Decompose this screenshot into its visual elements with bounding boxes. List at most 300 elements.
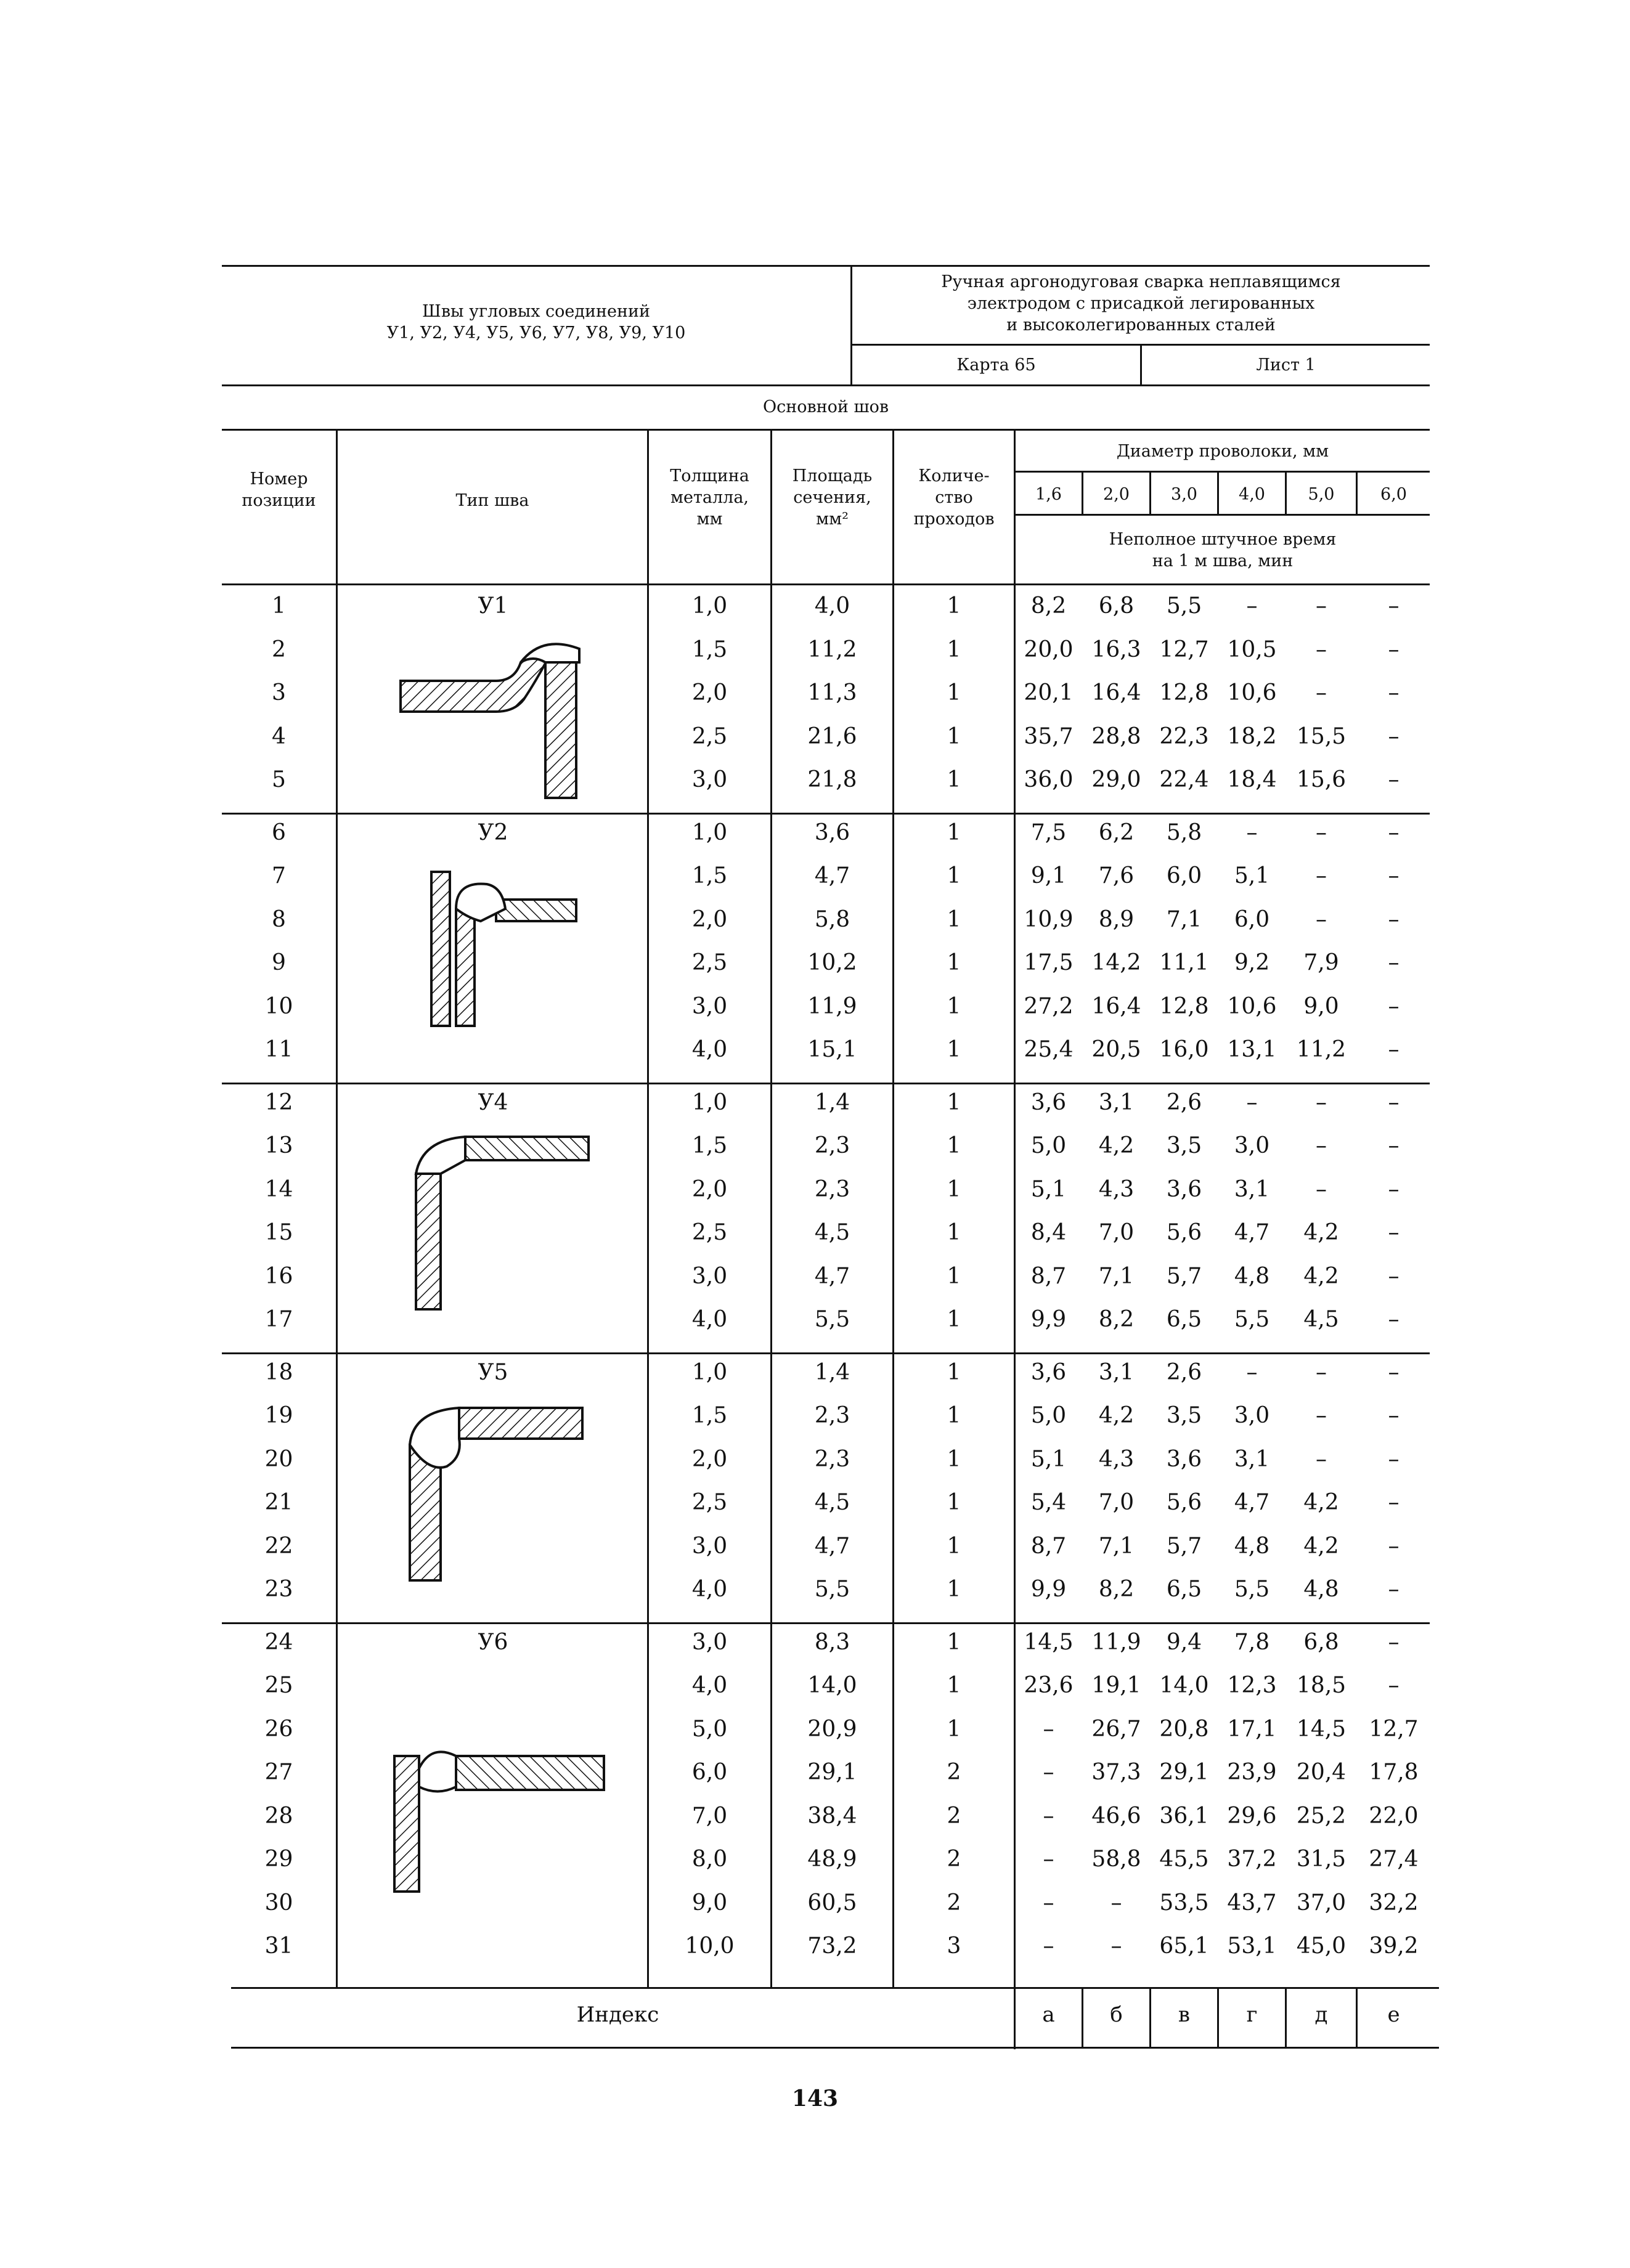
index-label: Индекс [576, 2002, 659, 2027]
time-cell: – [1388, 1629, 1400, 1655]
time-cell: 20,8 [1159, 1716, 1209, 1742]
time-cell: 4,7 [1234, 1490, 1270, 1515]
row-position: 21 [264, 1490, 293, 1515]
time-cell: – [1316, 1089, 1327, 1115]
index-letter-e: е [1387, 2002, 1400, 2027]
rule-index-bottom [231, 2047, 1439, 2049]
group-separator [222, 1622, 1430, 1624]
time-cell: 3,6 [1030, 1089, 1067, 1115]
time-cell: 5,1 [1030, 1176, 1067, 1202]
table-cell: 1 [947, 1490, 961, 1515]
seam-diagram-u5 [397, 1396, 589, 1587]
time-cell: 5,5 [1234, 1577, 1270, 1602]
time-cell: – [1388, 863, 1400, 888]
diameter-3: 3,0 [1171, 485, 1197, 504]
time-cell: 8,2 [1098, 1577, 1135, 1602]
time-cell: 3,0 [1234, 1403, 1270, 1428]
time-cell: 4,8 [1234, 1533, 1270, 1559]
time-cell: – [1388, 1577, 1400, 1602]
time-cell: – [1043, 1760, 1054, 1785]
table-cell: 6,0 [691, 1760, 728, 1785]
header-left-line2: У1, У2, У4, У5, У6, У7, У8, У9, У10 [386, 323, 686, 343]
time-cell: 7,6 [1098, 863, 1135, 888]
time-cell: 8,7 [1030, 1263, 1067, 1289]
index-letter-v: в [1178, 2002, 1191, 2027]
table-cell: 1 [947, 767, 961, 792]
time-cell: 9,1 [1030, 863, 1067, 888]
col-passes-l3: проходов [913, 510, 995, 529]
time-cell: – [1388, 993, 1400, 1019]
table-cell: 1,5 [691, 1403, 728, 1428]
time-cell: 17,8 [1369, 1760, 1419, 1785]
time-cell: – [1316, 819, 1327, 845]
table-cell: 1 [947, 723, 961, 749]
row-position: 8 [272, 906, 286, 932]
time-cell: 22,0 [1369, 1803, 1419, 1829]
time-cell: – [1388, 1403, 1400, 1428]
time-cell: 35,7 [1024, 723, 1074, 749]
col-thickness-l3: мм [696, 510, 723, 529]
table-cell: 2,5 [691, 1490, 728, 1515]
time-cell: – [1388, 1673, 1400, 1698]
row-position: 30 [264, 1890, 293, 1916]
row-position: 27 [264, 1760, 293, 1785]
row-position: 12 [264, 1089, 293, 1115]
row-position: 13 [264, 1133, 293, 1158]
time-cell: – [1316, 1133, 1327, 1158]
table-cell: 2,5 [691, 1220, 728, 1245]
time-cell: 27,4 [1369, 1847, 1419, 1872]
table-cell: 15,1 [807, 1037, 857, 1062]
time-cell: 36,1 [1159, 1803, 1209, 1829]
time-cell: 17,5 [1024, 950, 1074, 975]
time-cell: 6,0 [1234, 906, 1270, 932]
table-cell: 5,0 [691, 1716, 728, 1742]
time-cell: 5,8 [1166, 819, 1202, 845]
table-cell: 1 [947, 819, 961, 845]
table-cell: 1 [947, 1220, 961, 1245]
time-cell: – [1388, 819, 1400, 845]
col-rule-1 [336, 429, 338, 1988]
time-cell: 4,8 [1234, 1263, 1270, 1289]
table-cell: 1,5 [691, 863, 728, 888]
time-cell: – [1043, 1933, 1054, 1959]
time-cell: 16,4 [1091, 680, 1141, 705]
table-cell: 11,2 [807, 636, 857, 662]
time-cell: 17,1 [1227, 1716, 1277, 1742]
time-cell: 23,6 [1024, 1673, 1074, 1698]
time-cell: 7,8 [1234, 1629, 1270, 1655]
time-cell: – [1388, 767, 1400, 792]
col-area-l3: мм² [816, 510, 849, 529]
row-position: 14 [264, 1176, 293, 1202]
table-cell: 1 [947, 1716, 961, 1742]
time-cell: 5,7 [1166, 1263, 1202, 1289]
row-position: 1 [272, 593, 286, 619]
table-cell: 4,0 [691, 1307, 728, 1332]
rule-diameters-bottom [1014, 514, 1430, 516]
time-cell: 19,1 [1091, 1673, 1141, 1698]
seam-diagram-u6 [388, 1725, 610, 1898]
table-cell: 8,0 [691, 1847, 728, 1872]
time-cell: – [1316, 680, 1327, 705]
time-cell: 6,5 [1166, 1577, 1202, 1602]
table-cell: 1 [947, 1307, 961, 1332]
time-cell: 29,6 [1227, 1803, 1277, 1829]
time-cell: 4,2 [1303, 1533, 1339, 1559]
time-cell: 3,1 [1098, 1089, 1135, 1115]
time-cell: 7,0 [1098, 1490, 1135, 1515]
time-cell: 15,5 [1296, 723, 1347, 749]
table-cell: 3,6 [814, 819, 850, 845]
row-position: 5 [272, 767, 286, 792]
time-cell: 37,3 [1091, 1760, 1141, 1785]
group-separator [222, 813, 1430, 815]
time-cell: 8,7 [1030, 1533, 1067, 1559]
table-cell: 2 [947, 1803, 961, 1829]
table-cell: 11,3 [807, 680, 857, 705]
table-cell: 1,0 [691, 1359, 728, 1385]
col-passes-l1: Количе- [918, 466, 990, 486]
time-cell: – [1316, 1359, 1327, 1385]
time-cell: 3,6 [1030, 1359, 1067, 1385]
table-cell: 1,0 [691, 819, 728, 845]
table-cell: 1,4 [814, 1359, 850, 1385]
time-cell: 14,5 [1024, 1629, 1074, 1655]
time-cell: 8,2 [1098, 1307, 1135, 1332]
table-cell: 38,4 [807, 1803, 857, 1829]
table-cell: 2 [947, 1847, 961, 1872]
time-cell: 31,5 [1296, 1847, 1347, 1872]
time-cell: 4,2 [1098, 1403, 1135, 1428]
table-cell: 5,8 [814, 906, 850, 932]
time-cell: 12,3 [1227, 1673, 1277, 1698]
time-cell: 9,9 [1030, 1307, 1067, 1332]
index-letter-d: д [1314, 2002, 1328, 2027]
table-cell: 1 [947, 863, 961, 888]
col-rule-4 [892, 429, 894, 1988]
table-cell: 3 [947, 1933, 961, 1959]
col-time-l2: на 1 м шва, мин [1152, 551, 1294, 571]
time-cell: 65,1 [1159, 1933, 1209, 1959]
col-thickness-l1: Толщина [670, 466, 749, 486]
time-cell: 3,6 [1166, 1176, 1202, 1202]
table-cell: 5,5 [814, 1577, 850, 1602]
time-cell: 23,9 [1227, 1760, 1277, 1785]
time-cell: 7,1 [1098, 1533, 1135, 1559]
row-position: 11 [264, 1037, 293, 1062]
table-cell: 5,5 [814, 1307, 850, 1332]
col-passes-l2: ство [935, 488, 973, 507]
time-cell: – [1388, 1176, 1400, 1202]
sheet-number: Лист 1 [1256, 356, 1316, 375]
seam-diagram-u4 [410, 1124, 595, 1315]
time-cell: 3,1 [1098, 1359, 1135, 1385]
seam-type-label: У1 [478, 593, 508, 619]
row-position: 9 [272, 950, 286, 975]
time-cell: 22,3 [1159, 723, 1209, 749]
time-cell: – [1246, 593, 1258, 619]
table-cell: 73,2 [807, 1933, 857, 1959]
table-cell: 4,5 [814, 1220, 850, 1245]
table-cell: 2,3 [814, 1133, 850, 1158]
row-position: 7 [272, 863, 286, 888]
row-position: 31 [264, 1933, 293, 1959]
col-seam-type: Тип шва [455, 491, 529, 510]
col-time-l1: Неполное штучное время [1109, 530, 1337, 549]
table-cell: 2,5 [691, 723, 728, 749]
section-title: Основной шов [762, 397, 889, 417]
time-cell: 16,0 [1159, 1037, 1209, 1062]
time-cell: 14,0 [1159, 1673, 1209, 1698]
time-cell: 20,4 [1296, 1760, 1347, 1785]
time-cell: 58,8 [1091, 1847, 1141, 1872]
time-cell: 25,2 [1296, 1803, 1347, 1829]
time-cell: – [1388, 950, 1400, 975]
time-cell: 8,2 [1030, 593, 1067, 619]
time-cell: 3,5 [1166, 1133, 1202, 1158]
table-cell: 8,3 [814, 1629, 850, 1655]
time-cell: – [1043, 1890, 1054, 1916]
time-cell: 53,1 [1227, 1933, 1277, 1959]
table-cell: 4,5 [814, 1490, 850, 1515]
table-cell: 11,9 [807, 993, 857, 1019]
table-cell: 1,5 [691, 636, 728, 662]
time-cell: – [1246, 1359, 1258, 1385]
time-cell: 25,4 [1024, 1037, 1074, 1062]
time-cell: 3,0 [1234, 1133, 1270, 1158]
time-cell: 4,5 [1303, 1307, 1339, 1332]
table-cell: 4,7 [814, 1263, 850, 1289]
card-number: Карта 65 [956, 356, 1036, 375]
time-cell: 10,6 [1227, 680, 1277, 705]
time-cell: – [1246, 819, 1258, 845]
time-cell: – [1388, 1359, 1400, 1385]
table-cell: 2,0 [691, 1176, 728, 1202]
time-cell: – [1388, 1037, 1400, 1062]
table-cell: 10,0 [685, 1933, 735, 1959]
group-separator [222, 1083, 1430, 1084]
time-cell: 37,2 [1227, 1847, 1277, 1872]
time-cell: – [1316, 863, 1327, 888]
time-cell: 11,2 [1296, 1037, 1347, 1062]
time-cell: 9,2 [1234, 950, 1270, 975]
time-cell: 53,5 [1159, 1890, 1209, 1916]
time-cell: 32,2 [1369, 1890, 1419, 1916]
row-position: 23 [264, 1577, 293, 1602]
time-cell: 4,2 [1098, 1133, 1135, 1158]
time-cell: – [1316, 593, 1327, 619]
row-position: 18 [264, 1359, 293, 1385]
row-position: 22 [264, 1533, 293, 1559]
row-position: 26 [264, 1716, 293, 1742]
header-right-line1: Ручная аргонодуговая сварка неплавящимся [941, 272, 1341, 291]
time-cell: 18,5 [1296, 1673, 1347, 1698]
table-cell: 3,0 [691, 1533, 728, 1559]
table-cell: 4,7 [814, 863, 850, 888]
time-cell: 3,5 [1166, 1403, 1202, 1428]
time-cell: 6,8 [1098, 593, 1135, 619]
seam-type-label: У2 [478, 819, 508, 845]
time-cell: 13,1 [1227, 1037, 1277, 1062]
time-cell: – [1388, 1533, 1400, 1559]
row-position: 4 [272, 723, 286, 749]
time-cell: – [1388, 1220, 1400, 1245]
table-cell: 21,6 [807, 723, 857, 749]
diameter-4: 4,0 [1239, 485, 1265, 504]
time-cell: 5,1 [1234, 863, 1270, 888]
time-cell: – [1316, 906, 1327, 932]
table-cell: 1 [947, 1359, 961, 1385]
time-cell: 20,5 [1091, 1037, 1141, 1062]
seam-diagram-u1 [382, 619, 616, 804]
time-cell: 15,6 [1296, 767, 1347, 792]
rule-diameter-bottom [1014, 471, 1430, 473]
time-cell: 11,9 [1091, 1629, 1141, 1655]
time-cell: 3,6 [1166, 1446, 1202, 1472]
time-cell: – [1246, 1089, 1258, 1115]
row-position: 19 [264, 1403, 293, 1428]
time-cell: 5,0 [1030, 1133, 1067, 1158]
group-separator [222, 1352, 1430, 1354]
time-cell: 10,5 [1227, 636, 1277, 662]
table-cell: 1 [947, 593, 961, 619]
table-cell: 1,5 [691, 1133, 728, 1158]
table-cell: 1 [947, 1176, 961, 1202]
time-cell: 18,2 [1227, 723, 1277, 749]
index-letter-b: б [1110, 2002, 1123, 2027]
time-cell: 2,6 [1166, 1359, 1202, 1385]
table-cell: 1 [947, 1533, 961, 1559]
table-cell: 1 [947, 993, 961, 1019]
time-cell: 45,5 [1159, 1847, 1209, 1872]
time-cell: 7,1 [1166, 906, 1202, 932]
time-cell: – [1043, 1716, 1054, 1742]
time-cell: 5,6 [1166, 1220, 1202, 1245]
time-cell: 12,7 [1369, 1716, 1419, 1742]
table-cell: 2,3 [814, 1446, 850, 1472]
time-cell: 26,7 [1091, 1716, 1141, 1742]
time-cell: – [1388, 1446, 1400, 1472]
time-cell: 4,3 [1098, 1176, 1135, 1202]
rule-top [222, 265, 1430, 267]
time-cell: 14,2 [1091, 950, 1141, 975]
time-cell: 4,2 [1303, 1220, 1339, 1245]
table-cell: 2 [947, 1890, 961, 1916]
time-cell: 45,0 [1296, 1933, 1347, 1959]
time-cell: 39,2 [1369, 1933, 1419, 1959]
table-cell: 20,9 [807, 1716, 857, 1742]
table-cell: 1 [947, 1089, 961, 1115]
time-cell: 5,7 [1166, 1533, 1202, 1559]
table-cell: 3,0 [691, 1263, 728, 1289]
time-cell: – [1388, 1307, 1400, 1332]
time-cell: 46,6 [1091, 1803, 1141, 1829]
time-cell: 8,4 [1030, 1220, 1067, 1245]
time-cell: 37,0 [1296, 1890, 1347, 1916]
table-cell: 10,2 [807, 950, 857, 975]
table-cell: 60,5 [807, 1890, 857, 1916]
time-cell: 8,9 [1098, 906, 1135, 932]
table-cell: 2,3 [814, 1403, 850, 1428]
table-cell: 1 [947, 1446, 961, 1472]
header-right-line2: электродом с присадкой легированных [967, 294, 1315, 313]
time-cell: 5,5 [1234, 1307, 1270, 1332]
time-cell: 29,1 [1159, 1760, 1209, 1785]
table-cell: 4,7 [814, 1533, 850, 1559]
time-cell: 12,8 [1159, 993, 1209, 1019]
time-cell: 6,5 [1166, 1307, 1202, 1332]
time-cell: – [1316, 1403, 1327, 1428]
time-cell: – [1388, 593, 1400, 619]
time-cell: 6,0 [1166, 863, 1202, 888]
table-cell: 1 [947, 1133, 961, 1158]
rule-table-top [222, 429, 1430, 431]
time-cell: 14,5 [1296, 1716, 1347, 1742]
time-cell: 5,6 [1166, 1490, 1202, 1515]
time-cell: 29,0 [1091, 767, 1141, 792]
time-cell: 7,9 [1303, 950, 1339, 975]
time-cell: 6,8 [1303, 1629, 1339, 1655]
time-cell: 11,1 [1159, 950, 1209, 975]
time-cell: 5,4 [1030, 1490, 1067, 1515]
table-cell: 1,0 [691, 1089, 728, 1115]
table-cell: 1 [947, 906, 961, 932]
table-cell: 2 [947, 1760, 961, 1785]
time-cell: 5,5 [1166, 593, 1202, 619]
table-cell: 2,5 [691, 950, 728, 975]
table-cell: 1 [947, 680, 961, 705]
time-cell: – [1388, 1263, 1400, 1289]
table-cell: 1 [947, 1037, 961, 1062]
col-position-l1: Номер [250, 469, 308, 489]
index-letter-g: г [1246, 2002, 1258, 2027]
time-cell: 12,7 [1159, 636, 1209, 662]
rule-table-header-bottom [222, 583, 1430, 585]
table-cell: 1 [947, 1263, 961, 1289]
seam-type-label: У4 [478, 1089, 508, 1115]
row-position: 16 [264, 1263, 293, 1289]
time-cell: 3,1 [1234, 1176, 1270, 1202]
col-thickness-l2: металла, [670, 488, 749, 507]
table-cell: 1 [947, 950, 961, 975]
time-cell: 12,8 [1159, 680, 1209, 705]
table-cell: 1 [947, 1577, 961, 1602]
table-cell: 1,0 [691, 593, 728, 619]
diameter-5: 5,0 [1308, 485, 1335, 504]
col-area-l2: сечения, [793, 488, 871, 507]
time-cell: 7,1 [1098, 1263, 1135, 1289]
table-cell: 2,0 [691, 1446, 728, 1472]
table-cell: 1 [947, 1673, 961, 1698]
time-cell: 9,0 [1303, 993, 1339, 1019]
row-position: 15 [264, 1220, 293, 1245]
col-position-l2: позиции [242, 491, 316, 510]
time-cell: 6,2 [1098, 819, 1135, 845]
time-cell: – [1388, 723, 1400, 749]
time-cell: 20,0 [1024, 636, 1074, 662]
table-cell: 1 [947, 636, 961, 662]
table-cell: 1 [947, 1629, 961, 1655]
time-cell: 28,8 [1091, 723, 1141, 749]
time-cell: 22,4 [1159, 767, 1209, 792]
seam-diagram-u2 [419, 860, 585, 1032]
time-cell: 4,3 [1098, 1446, 1135, 1472]
time-cell: 7,0 [1098, 1220, 1135, 1245]
time-cell: – [1388, 1490, 1400, 1515]
row-position: 25 [264, 1673, 293, 1698]
row-position: 3 [272, 680, 286, 705]
